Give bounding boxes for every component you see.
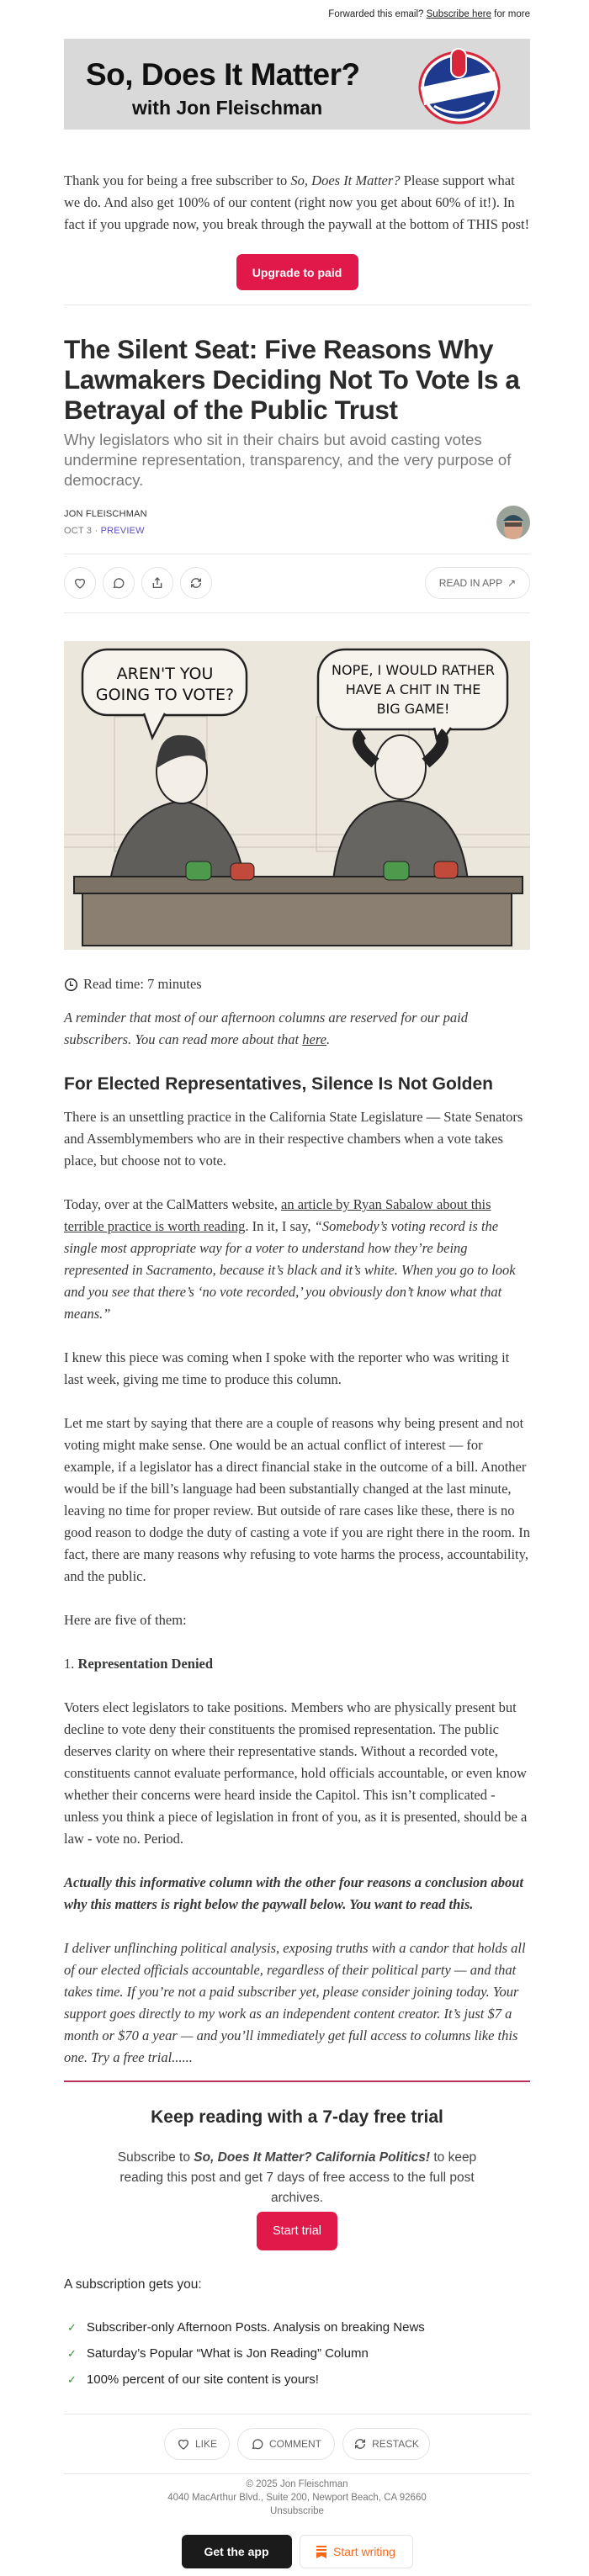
paragraph: Let me start by saying that there are a couple of reasons why being present and not voting might make sense. One would be an actual conflict of interest — for example, if a legislator has a direct financial stake in the outcome of a bill. Another would be if the bill’s language had been substantially changed at the last minute, leaving no time for proper review. But outside of rare cases like these, there is no good reason to dodge the duty of casting a vote if you are right there in the room. In fact, there are many reasons why refusing to vote harms the process, accountability, and the public.: [64, 1415, 530, 1584]
address: 4040 MacArthur Blvd., Suite 200, Newport Beach, CA 92660: [167, 2493, 427, 2503]
share-button[interactable]: [141, 567, 173, 599]
read-in-app-button[interactable]: READ IN APP ↗: [425, 567, 530, 599]
section-heading: For Elected Representatives, Silence Is Not Golden: [64, 1074, 493, 1094]
bubble-left-line-2: GOING TO VOTE?: [95, 686, 235, 704]
paragraph: Today, over at the CalMatters website, an article by Ryan Sabalow about this terrible practice is worth reading. In it, I say, “Somebody’s voting record is the single most appropriate way for a voter to understand how they’re being represented in Sacramento, because it’s black and it’s white. When you go to look and you see that there’s ‘no vote recorded,’ you obviously don’t know what that means.”: [64, 1196, 516, 1322]
footer-info: [64, 2478, 530, 2518]
post-meta-row: [64, 506, 530, 539]
like-action-button[interactable]: LIKE: [164, 2428, 230, 2460]
check-icon: ✓: [67, 2373, 77, 2386]
paywall-text: Subscribe to So, Does It Matter? California Politics! to keep reading this post and get 7 days of free access to the full post archives.: [117, 2150, 477, 2205]
support-appeal: I deliver unflinching political analysis, exposing truths with a candor that holds all of our elected officials accountable, regardless of their political party — and that takes time. If you’re not a paid subscriber yet, please consider joining today. Your support goes directly to my work as an independent content creator. It’s just $7 a month or $70 a year — and you’ll immediately get full access to columns like this one. Try a free trial......: [64, 1940, 526, 2065]
like-button[interactable]: [64, 567, 96, 599]
benefit-item: ✓ 100% percent of our site content is yours!: [67, 2372, 319, 2387]
paragraph: I knew this piece was coming when I spoke with the reporter who was writing it last week, giving me time to produce this column.: [64, 1349, 510, 1387]
get-the-app-button[interactable]: Get the app: [182, 2535, 292, 2568]
comment-button[interactable]: [103, 567, 135, 599]
paragraph: Here are five of them:: [64, 1612, 187, 1628]
paywall-divider: [64, 2080, 530, 2082]
banner-subtitle: with Jon Fleischman: [132, 97, 323, 119]
benefits-list: [64, 2319, 530, 2388]
footer-app-row: [64, 2535, 530, 2568]
upgrade-to-paid-button[interactable]: Upgrade to paid: [236, 254, 358, 290]
benefits-heading: A subscription gets you:: [64, 2277, 202, 2292]
comment-icon: [112, 576, 125, 590]
post-date-line: OCT 3 · PREVIEW: [64, 526, 145, 536]
intro-text: Thank you for being a free subscriber to So, Does It Matter? Please support what we do. And also get 100% of our content (right now you get about 60% of it!). In fact if you upgrade now, you break through the paywall at the bottom of THIS post!: [64, 172, 530, 232]
read-more-link[interactable]: here: [302, 1031, 326, 1047]
paywall-teaser: Actually this informative column with the other four reasons a conclusion about why this matters is right below the paywall below. You want to read this.: [64, 1874, 523, 1912]
paywall-heading: Keep reading with a 7-day free trial: [151, 2107, 443, 2127]
benefit-item: ✓ Subscriber-only Afternoon Posts. Analysis on breaking News: [67, 2320, 425, 2335]
author-avatar[interactable]: [496, 506, 530, 539]
post-subtitle: Why legislators who sit in their chairs but avoid casting votes undermine representation, transparency, and the very purpose of democracy.: [64, 431, 512, 489]
check-icon: ✓: [67, 2347, 77, 2360]
substack-icon: [316, 2546, 326, 2558]
check-icon: ✓: [67, 2321, 77, 2334]
copyright: © 2025 Jon Fleischman: [246, 2479, 348, 2489]
arrow-up-right-icon: ↗: [507, 577, 517, 589]
paragraph: Voters elect legislators to take positions. Members who are physically present but decline to vote deny their constituents the promised representation. The public deserves clarity on where their representative stands. Without a recorded vote, constituents cannot evaluate performance, hold officials accountable, or even know whether their concerns were heard inside the Capitol. This isn’t complicated - unless you think a piece of legislation in front of you, as it is presented, should be a law - vote no. Period.: [64, 1699, 528, 1847]
article-body: [64, 1007, 530, 2069]
restack-button[interactable]: [180, 567, 212, 599]
clock-icon: [64, 978, 78, 992]
list-heading: 1. Representation Denied: [64, 1656, 214, 1672]
restack-icon: [353, 2437, 367, 2451]
comment-icon: [251, 2437, 264, 2451]
forward-notice: Forwarded this email? Subscribe here for more: [328, 9, 530, 19]
reminder-paragraph: A reminder that most of our afternoon columns are reserved for our paid subscribers. You can read more about that here.: [64, 1010, 468, 1047]
post-title[interactable]: The Silent Seat: Five Reasons Why Lawmakers Deciding Not To Vote Is a Betrayal of the Public Trust: [64, 334, 520, 425]
bubble-left-line-1: AREN'T YOU: [116, 665, 214, 683]
bubble-right-line-2: HAVE A CHIT IN THE: [345, 681, 481, 697]
paywall-section: [64, 2106, 530, 2250]
start-writing-button[interactable]: Start writing: [300, 2535, 413, 2568]
comment-action-button[interactable]: COMMENT: [237, 2428, 335, 2460]
main-content: [64, 0, 530, 2576]
bubble-right-line-3: BIG GAME!: [376, 701, 450, 717]
footer-actions-row: [64, 2428, 530, 2460]
divider: [64, 2473, 530, 2474]
cartoon-image[interactable]: [64, 641, 530, 950]
post-author[interactable]: JON FLEISCHMAN: [64, 509, 147, 519]
banner-title: So, Does It Matter?: [86, 57, 360, 92]
subscribe-link[interactable]: Subscribe here: [426, 9, 491, 19]
heart-icon: [177, 2437, 190, 2451]
restack-icon: [189, 576, 203, 590]
post-actions-row: [64, 567, 530, 599]
calmatters-article-link[interactable]: an article by Ryan Sabalow about this terrible practice is worth reading: [64, 1196, 491, 1234]
unsubscribe-link[interactable]: Unsubscribe: [270, 2506, 324, 2516]
read-time: Read time: 7 minutes: [64, 973, 530, 995]
benefit-item: ✓ Saturday’s Popular “What is Jon Reading” Column: [67, 2346, 369, 2361]
heart-icon: [73, 576, 87, 590]
preview-label: PREVIEW: [100, 526, 145, 536]
paragraph: There is an unsettling practice in the California State Legislature — State Senators and Assemblymembers who are in their respective chambers when a vote takes place, but choose not to vote.: [64, 1109, 523, 1169]
share-icon: [151, 576, 164, 590]
divider: [64, 612, 530, 613]
restack-action-button[interactable]: RESTACK: [342, 2428, 430, 2460]
bubble-right-line-1: NOPE, I WOULD RATHER: [332, 662, 495, 678]
start-trial-button[interactable]: Start trial: [257, 2212, 337, 2250]
